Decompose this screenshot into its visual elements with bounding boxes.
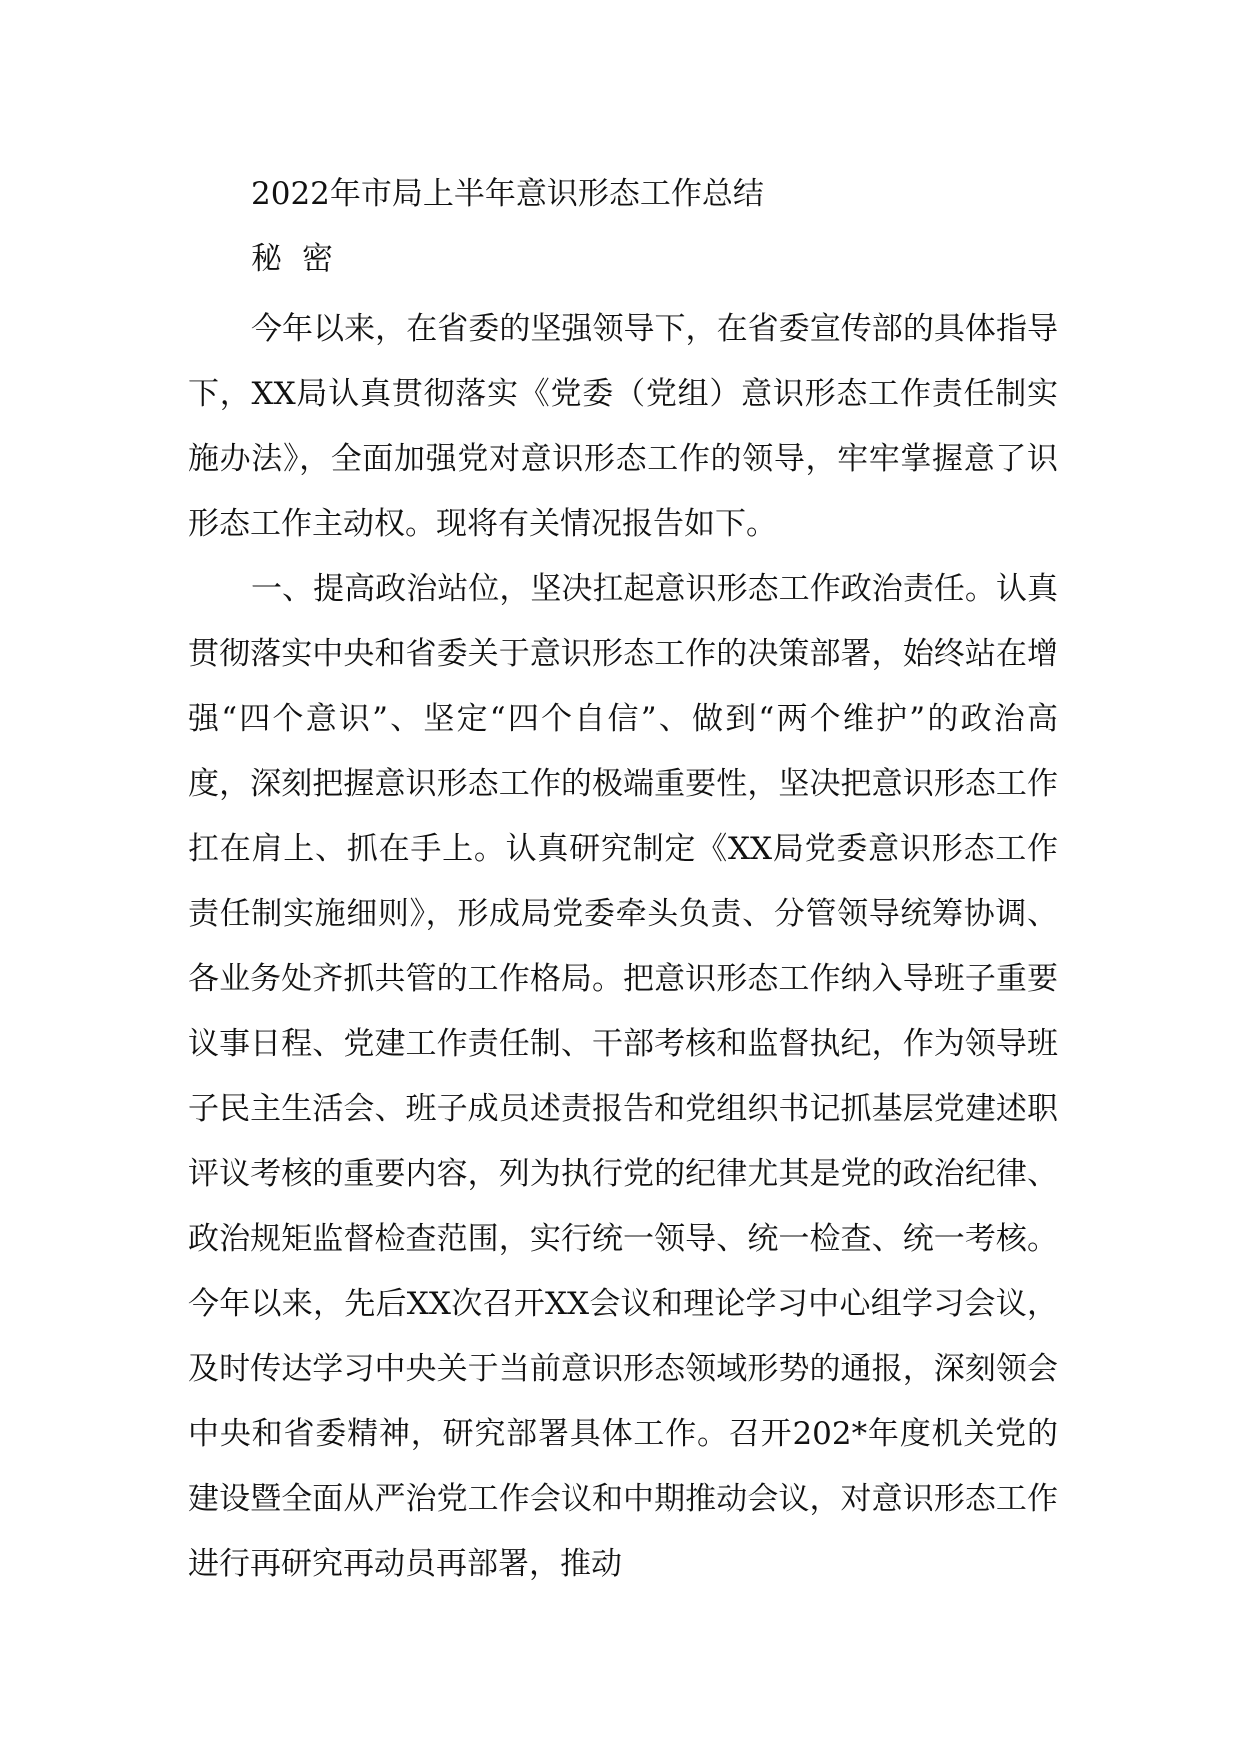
- classification-label: 秘密: [251, 241, 353, 277]
- paragraph-section-one: 一、提高政治站位，坚决扛起意识形态工作政治责任。认真贯彻落实中央和省委关于意识形态工作的决策部署，始终站在增强“四个意识”、坚定“四个自信”、做到“两个维护”的政治高度，深刻把握意识形态工作的极端重要性，坚决把意识形态工作扛在肩上、抓在手上。认真研究制定《XX局党委意识形态工作责任制实施细则》，形成局党委牵头负责、分管领导统筹协调、各业务处齐抓共管的工作格局。把意识形态工作纳入导班子重要议事日程、党建工作责任制、干部考核和监督执纪，作为领导班子民主生活会、班子成员述责报告和党组织书记抓基层党建述职评议考核的重要内容，列为执行党的纪律尤其是党的政治纪律、政治规矩监督检查范围，实行统一领导、统一检查、统一考核。今年以来，先后XX次召开XX会议和理论学习中心组学习会议，及时传达学习中央关于当前意识形态领域形势的通报，深刻领会中央和省委精神，研究部署具体工作。召开202*年度机关党的建设暨全面从严治党工作会议和中期推动会议，对意识形态工作进行再研究再动员再部署，推动: [188, 571, 1058, 1582]
- document-title: 2022年市局上半年意识形态工作总结: [251, 176, 764, 212]
- paragraph-intro: 今年以来，在省委的坚强领导下，在省委宣传部的具体指导下，XX局认真贯彻落实《党委（党组）意识形态工作责任制实施办法》，全面加强党对意识形态工作的领导，牢牢掌握意了识形态工作主动权。现将有关情况报告如下。: [188, 311, 1058, 542]
